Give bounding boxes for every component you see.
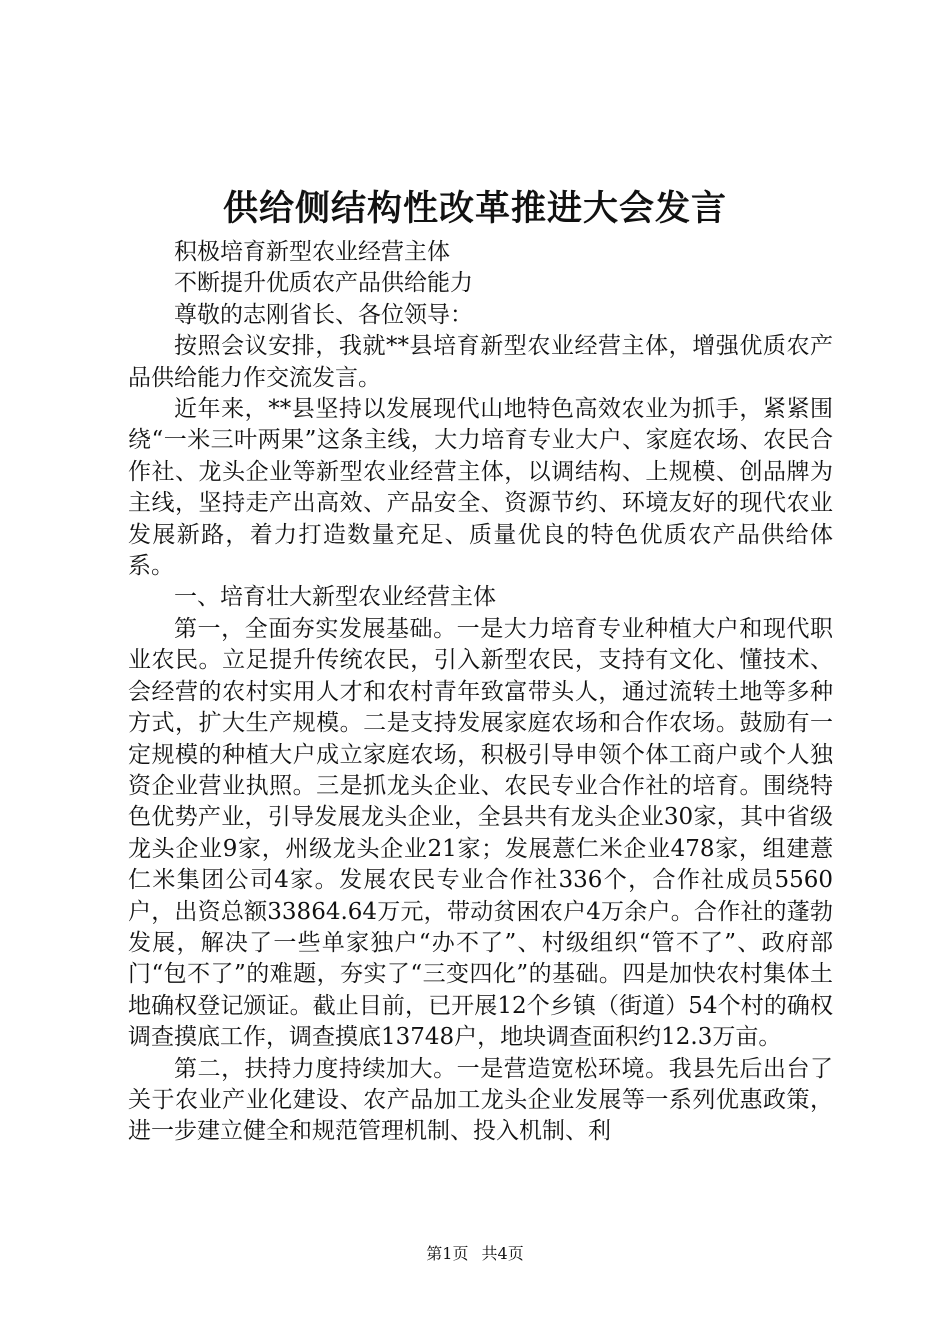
document-title: 供给侧结构性改革推进大会发言	[222, 188, 727, 229]
body-paragraph: 第一，全面夯实发展基础。一是大力培育专业种植大户和现代职业农民。立足提升传统农民，引入新型农民，支持有文化、懂技术、会经营的农村实用人才和农村青年致富带头人，通过流转土地等多种方式，扩大生产规模。二是支持发展家庭农场和合作农场。鼓励有一定规模的种植大户成立家庭农场，积极引导申领个体工商户或个人独资企业营业执照。三是抓龙头企业、农民专业合作社的培育。围绕特色优势产业，引导发展龙头企业，全县共有龙头企业30家，其中省级龙头企业9家，州级龙头企业21家；发展薏仁米企业478家，组建薏仁米集团公司4家。发展农民专业合作社336个，合作社成员5560户，出资总额33864.64万元，带动贫困农户4万余户。合作社的蓬勃发展，解决了一些单家独户“办不了”、村级组织“管不了”、政府部门“包不了”的难题，夯实了“三变四化”的基础。四是加快农村集体土地确权登记颁证。截止目前，已开展12个乡镇（街道）54个村的确权调查摸底工作，调查摸底13748户，地块调查面积约12.3万亩。	[128, 615, 833, 1051]
body-paragraph: 按照会议安排，我就**县培育新型农业经营主体，增强优质农产品供给能力作交流发言。	[128, 333, 833, 391]
document-body	[128, 237, 833, 1148]
body-paragraph: 第二，扶持力度持续加大。一是营造宽松环境。我县先后出台了关于农业产业化建设、农产品加工龙头企业发展等一系列优惠政策，进一步建立健全和规范管理机制、投入机制、利	[128, 1055, 833, 1145]
subtitle-line-2: 不断提升优质农产品供给能力	[174, 270, 473, 297]
salutation: 尊敬的志刚省长、各位领导：	[174, 301, 473, 328]
page-number: 第1页	[426, 1244, 469, 1263]
body-paragraph: 近年来，**县坚持以发展现代山地特色高效农业为抓手，紧紧围绕“一米三叶两果”这条主线，大力培育专业大户、家庭农场、农民合作社、龙头企业等新型农业经营主体，以调结构、上规模、创品牌为主线，坚持走产出高效、产品安全、资源节约、环境友好的现代农业发展新路，着力打造数量充足、质量优良的特色优质农产品供给体系。	[128, 396, 833, 580]
page-footer	[0, 1243, 950, 1265]
section-heading: 一、培育壮大新型农业经营主体	[174, 584, 496, 611]
page-total: 共4页	[481, 1244, 524, 1263]
subtitle-line-1: 积极培育新型农业经营主体	[174, 239, 450, 265]
